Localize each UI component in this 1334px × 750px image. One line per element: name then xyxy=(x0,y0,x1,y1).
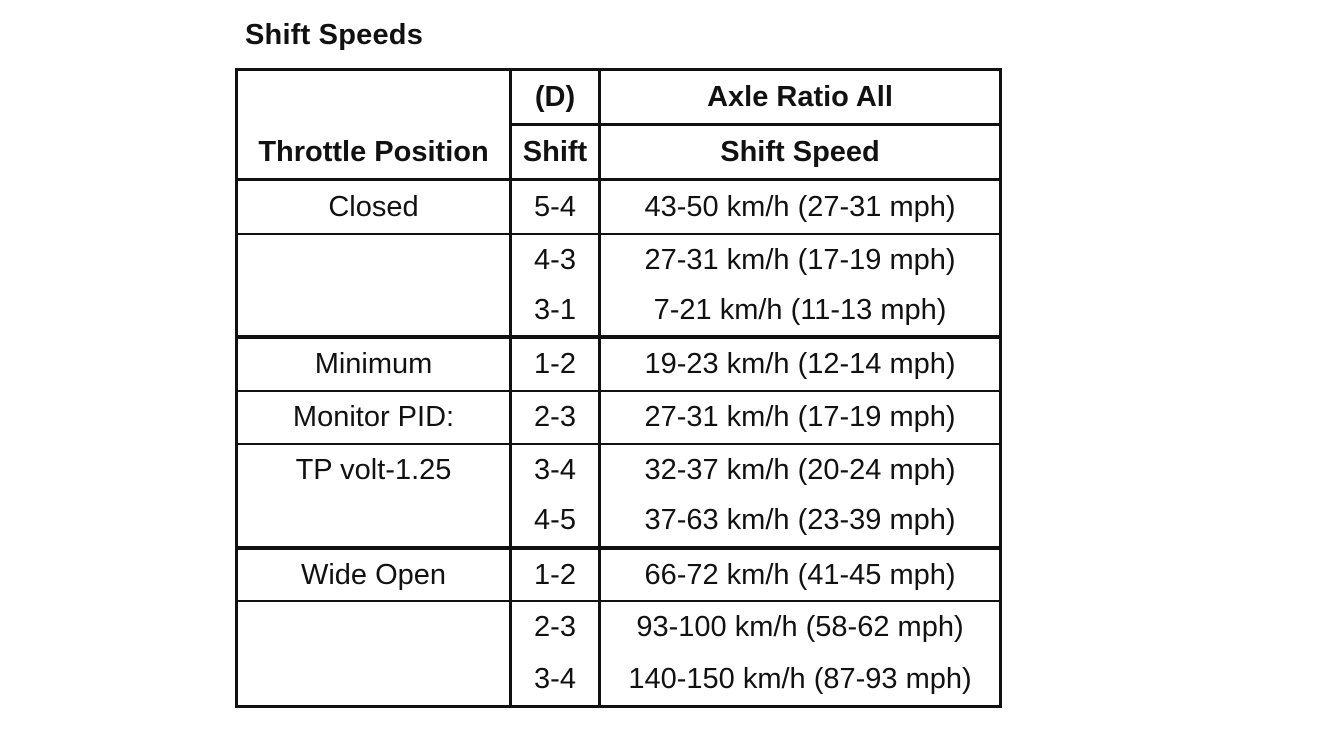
speed-cell: 27-31 km/h (17-19 mph) xyxy=(644,244,956,276)
shift-cell: 4-5 xyxy=(534,504,576,536)
shift-cell: 3-4 xyxy=(534,453,576,486)
shift-cell: 3-4 xyxy=(534,662,576,695)
throttle-tp-volt: TP volt-1.25 xyxy=(295,453,452,486)
header-shift: Shift xyxy=(522,135,588,168)
throttle-closed: Closed xyxy=(328,190,419,223)
header-throttle-position: Throttle Position xyxy=(258,135,489,168)
speed-cell: 66-72 km/h (41-45 mph) xyxy=(644,558,956,591)
shift-cell: 4-3 xyxy=(534,244,576,276)
shift-cell: 5-4 xyxy=(534,190,576,223)
throttle-monitor-pid: Monitor PID: xyxy=(292,401,455,433)
speed-cell: 140-150 km/h (87-93 mph) xyxy=(628,662,972,695)
shift-cell: 1-2 xyxy=(534,348,576,380)
shift-cell: 1-2 xyxy=(534,558,576,591)
header-gear-d: (D) xyxy=(534,80,576,113)
page-title: Shift Speeds xyxy=(245,19,424,51)
speed-cell: 43-50 km/h (27-31 mph) xyxy=(644,190,956,223)
table-border-right xyxy=(999,68,1002,708)
table-border-bottom xyxy=(235,705,1002,708)
header-axle-ratio: Axle Ratio All xyxy=(707,80,893,113)
shift-cell: 2-3 xyxy=(534,401,576,433)
speed-cell: 7-21 km/h (11-13 mph) xyxy=(653,294,947,326)
shift-cell: 3-1 xyxy=(534,294,576,326)
speed-cell: 19-23 km/h (12-14 mph) xyxy=(644,348,956,380)
shift-cell: 2-3 xyxy=(534,611,576,643)
shift-speeds-table xyxy=(235,68,1002,708)
speed-cell: 27-31 km/h (17-19 mph) xyxy=(644,401,956,433)
header-shift-speed: Shift Speed xyxy=(720,135,880,168)
throttle-minimum: Minimum xyxy=(314,348,433,380)
speed-cell: 32-37 km/h (20-24 mph) xyxy=(644,453,956,486)
speed-cell: 37-63 km/h (23-39 mph) xyxy=(644,504,956,536)
throttle-wide-open: Wide Open xyxy=(300,558,447,591)
speed-cell: 93-100 km/h (58-62 mph) xyxy=(636,611,964,643)
